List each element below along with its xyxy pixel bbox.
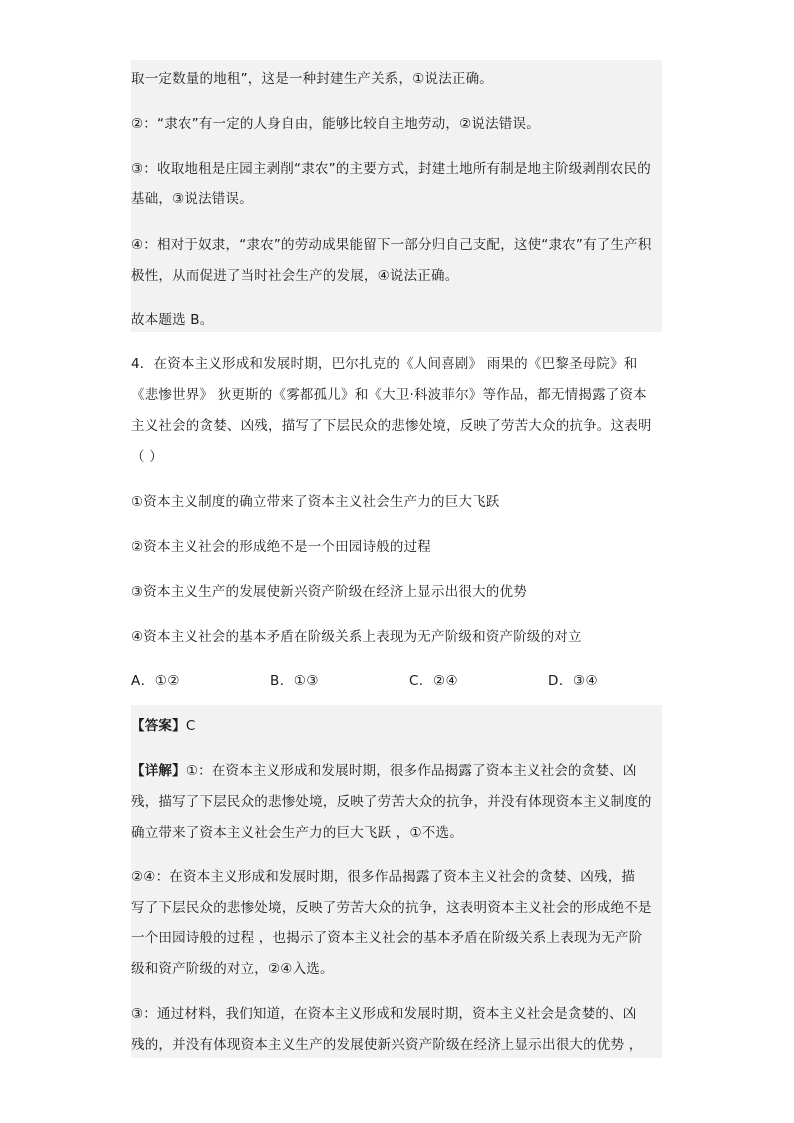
detail-line: 残的，并没有体现资本主义生产的发展使新兴资产阶级在经济上显示出很大的优势 ， (131, 1037, 643, 1053)
detail-line (131, 759, 637, 779)
detail-line: 残，描写了下层民众的悲惨处境，反映了劳苦大众的抗争，并没有体现资本主义制度的 (131, 794, 652, 810)
question-stem: 《悲惨世界》 狄更斯的《雾都孤儿》和《大卫·科波菲尔》等作品，都无情揭露了资本 (131, 387, 647, 403)
answer-tag: 【答案】 (131, 718, 186, 734)
detail-line: ③：通过材料，我们知道，在资本主义形成和发展时期，资本主义社会是贪婪的、凶 (131, 1006, 637, 1022)
question-stem: （ ） (131, 449, 163, 465)
option-b: B．①③ (270, 673, 319, 689)
detail-line: 确立带来了资本主义社会生产力的巨大飞跃 ，①不选。 (131, 825, 463, 841)
detail-tag: 【详解】 (131, 763, 186, 779)
explanation-line: ④：相对于奴隶，“隶农”的劳动成果能留下一部分归自己支配，这使“隶农”有了生产积 (131, 237, 652, 253)
option-d: D．③④ (548, 673, 599, 689)
question-stem: 主义社会的贪婪、凶残，描写了下层民众的悲惨处境，反映了劳苦大众的抗争。这表明 (131, 418, 652, 434)
explanation-line: 极性，从而促进了当时社会生产的发展，④说法正确。 (131, 268, 459, 284)
question-stem: 4．在资本主义形成和发展时期，巴尔扎克的《人间喜剧》 雨果的《巴黎圣母院》和 (131, 356, 638, 372)
detail-line: ②④：在资本主义形成和发展时期，很多作品揭露了资本主义社会的贪婪、凶残，描 (131, 869, 636, 885)
statement-item-2: ②资本主义社会的形成绝不是一个田园诗般的过程 (131, 539, 432, 555)
option-a: A．①② (131, 673, 180, 689)
detail-line: 级和资产阶级的对立，②④入选。 (131, 961, 334, 977)
detail-line: 一个田园诗般的过程 ，也揭示了资本主义社会的基本矛盾在阶级关系上表现为无产阶 (131, 930, 643, 946)
statement-item-3: ③资本主义生产的发展使新兴资产阶级在经济上显示出很大的优势 (131, 584, 527, 600)
explanation-line: 取一定数量的地租”，这是一种封建生产关系，①说法正确。 (131, 71, 493, 87)
explanation-line: ②：“隶农”有一定的人身自由，能够比较自主地劳动，②说法错误。 (131, 116, 540, 132)
conclusion-line: 故本题选 B。 (131, 312, 214, 328)
explanation-line: 基础，③说法错误。 (131, 191, 253, 207)
answer-line (131, 714, 195, 734)
detail-line: 写了下层民众的悲惨处境，反映了劳苦大众的抗争，这表明资本主义社会的形成绝不是 (131, 900, 652, 916)
option-c: C．②④ (409, 673, 459, 689)
answer-value: C (185, 718, 196, 734)
explanation-line: ③：收取地租是庄园主剥削“隶农”的主要方式，封建土地所有制是地主阶级剥削农民的 (131, 161, 651, 177)
statement-item-1: ①资本主义制度的确立带来了资本主义社会生产力的巨大飞跃 (131, 494, 500, 510)
detail-text: ①：在资本主义形成和发展时期，很多作品揭露了资本主义社会的贪婪、凶 (185, 763, 637, 779)
statement-item-4: ④资本主义社会的基本矛盾在阶级关系上表现为无产阶级和资产阶级的对立 (131, 629, 582, 645)
